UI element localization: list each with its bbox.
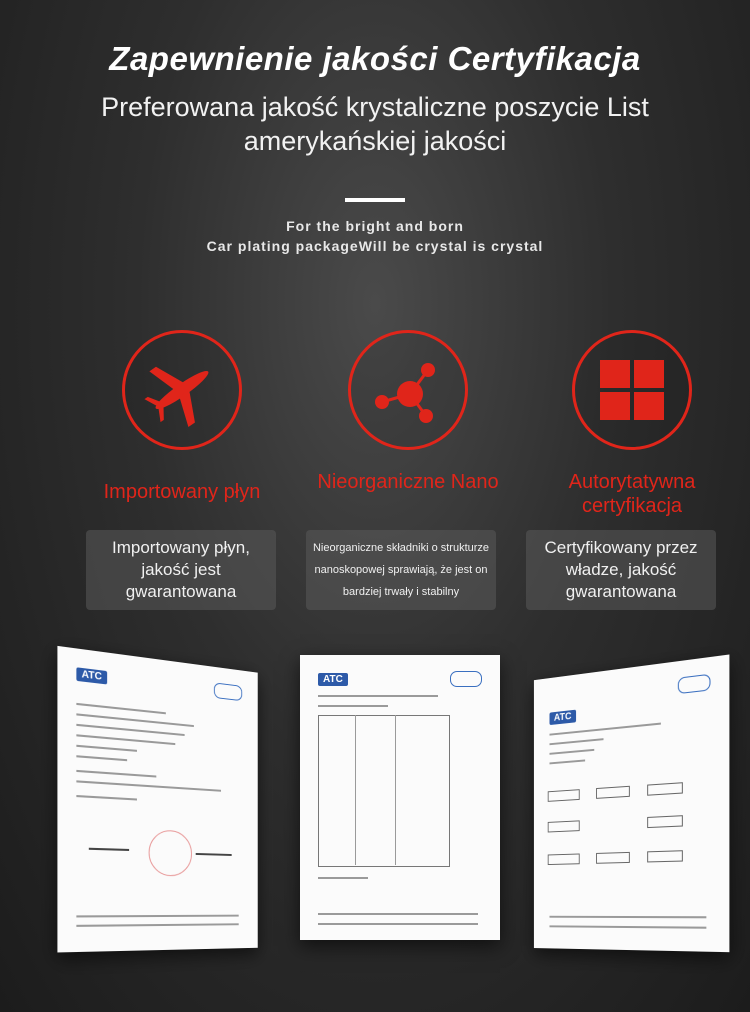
stamp-icon bbox=[149, 829, 192, 876]
feature-icon-circle bbox=[122, 330, 242, 450]
certificate-document-right bbox=[534, 654, 730, 952]
divider bbox=[345, 198, 405, 202]
feature-imported-fluid bbox=[72, 330, 292, 530]
feature-certification bbox=[522, 330, 742, 520]
seal-icon bbox=[214, 682, 242, 701]
feature-title: Autorytatywna certyfikacja bbox=[568, 471, 696, 517]
feature-inorganic-nano bbox=[298, 330, 518, 520]
seal-icon bbox=[678, 674, 711, 694]
molecule-icon bbox=[368, 350, 448, 430]
feature-description: Importowany płyn, jakość jest gwarantowana bbox=[112, 538, 250, 601]
page-subtitle: Preferowana jakość krystaliczne poszycie List amerykańskiej jakości bbox=[101, 92, 649, 156]
feature-description: Nieorganiczne składniki o strukturze nanoskopowej sprawiają, że jest on bardziej trwały i stabilny bbox=[312, 542, 490, 598]
feature-icon-circle bbox=[572, 330, 692, 450]
feature-icon-circle bbox=[348, 330, 468, 450]
atc-logo: ATC bbox=[318, 673, 348, 686]
feature-description-box bbox=[526, 530, 716, 610]
atc-logo: ATC bbox=[549, 710, 575, 725]
atc-logo: ATC bbox=[76, 667, 107, 684]
feature-description-box bbox=[86, 530, 276, 610]
page-title: Zapewnienie jakości Certyfikacja bbox=[109, 40, 641, 77]
feature-title: Nieorganiczne Nano bbox=[317, 471, 499, 493]
airplane-icon bbox=[142, 350, 222, 430]
certificate-document-middle bbox=[300, 655, 500, 940]
tagline-line-2: Car plating packageWill be crystal is crystal bbox=[206, 238, 544, 254]
data-table bbox=[318, 715, 450, 867]
tagline-line-1: For the bright and born bbox=[286, 218, 464, 234]
certificate-document-left bbox=[57, 646, 257, 953]
feature-description: Certyfikowany przez władze, jakość gwarantowana bbox=[544, 538, 698, 601]
feature-description-box bbox=[306, 530, 496, 610]
feature-title: Importowany płyn bbox=[103, 481, 261, 503]
windows-grid-icon bbox=[592, 350, 672, 430]
seal-icon bbox=[450, 671, 482, 687]
